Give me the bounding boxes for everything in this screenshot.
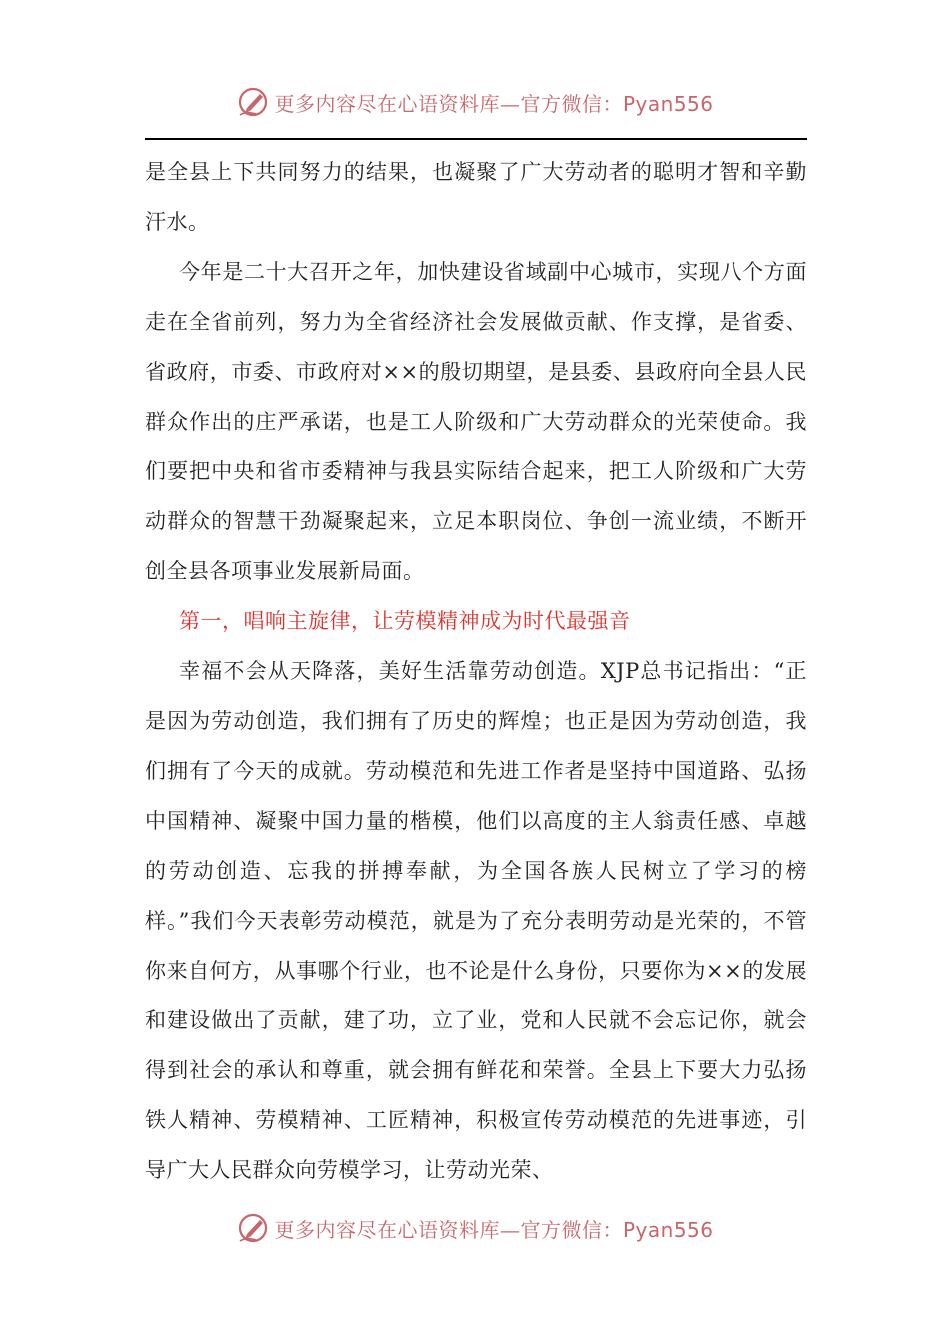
pen-logo-icon <box>236 85 270 119</box>
pen-logo-icon <box>236 1211 270 1245</box>
paragraph-3: 幸福不会从天降落，美好生活靠劳动创造。XJP总书记指出：“正是因为劳动创造，我们拥有了历史的辉煌；也正是因为劳动创造，我们拥有了今天的成就。劳动模范和先进工作者是坚持中国道路、弘扬中国精神、凝聚中国力量的楷模，他们以高度的主人翁责任感、卓越的劳动创造、忘我的拼搏奉献，为全国各族人民树立了学习的榜样。”我们今天表彰劳动模范，就是为了充分表明劳动是光荣的，不管你来自何方，从事哪个行业，也不论是什么身份，只要你为××的发展和建设做出了贡献，建了功，立了业，党和人民就不会忘记你，就会得到社会的承认和尊重，就会拥有鲜花和荣誉。全县上下要大力弘扬铁人精神、劳模精神、工匠精神，积极宣传劳动模范的先进事迹，引导广大人民群众向劳模学习，让劳动光荣、 <box>145 659 807 1183</box>
paragraph-2: 今年是二十大召开之年，加快建设省域副中心城市，实现八个方面走在全省前列，努力为全省经济社会发展做贡献、作支撑，是省委、省政府，市委、市政府对××的殷切期望，是县委、县政府向全县人民群众作出的庄严承诺，也是工人阶级和广大劳动群众的光荣使命。我们要把中央和省市委精神与我县实际结合起来，把工人阶级和广大劳动群众的智慧干劲凝聚起来，立足本职岗位、争创一流业绩，不断开创全县各项事业发展新局面。 <box>145 259 807 584</box>
header-divider <box>145 138 807 140</box>
header-brand-text <box>274 88 713 117</box>
header-wechat-id: Pyan556 <box>622 91 714 116</box>
footer-brand-text <box>274 1214 713 1243</box>
footer-banner <box>0 1208 950 1248</box>
header-brand-label: 更多内容尽在心语资料库—官方微信： <box>274 91 623 116</box>
paragraph-1: 是全县上下共同努力的结果，也凝聚了广大劳动者的聪明才智和辛勤汗水。 <box>145 160 807 234</box>
header-banner <box>0 82 950 122</box>
document-body <box>145 148 807 1196</box>
section-heading: 第一，唱响主旋律，让劳模精神成为时代最强音 <box>179 609 631 634</box>
footer-brand-label: 更多内容尽在心语资料库—官方微信： <box>274 1217 623 1242</box>
footer-wechat-id: Pyan556 <box>622 1217 714 1242</box>
